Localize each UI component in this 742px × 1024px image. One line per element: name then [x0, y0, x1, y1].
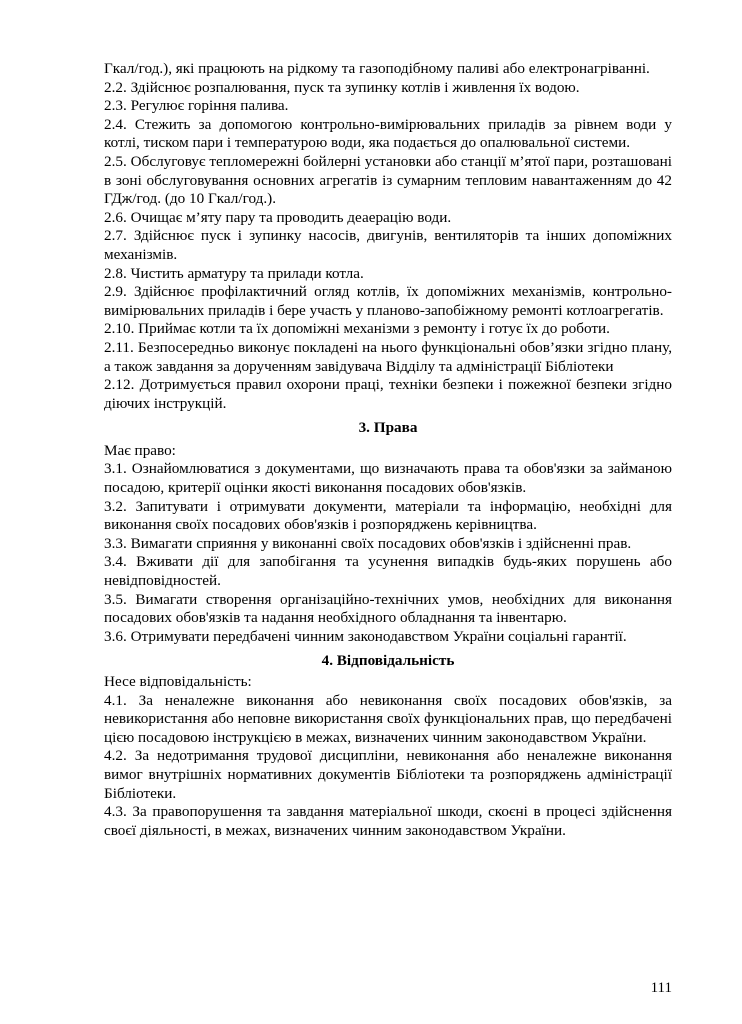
- paragraph-4-1: 4.1. За неналежне виконання або невиконання своїх посадових обов'язків, за невикористання або неповне використання своїх функціональних прав, що передбачені цією посадовою інструкцією в межах, визначених чинним законодавством України.: [104, 691, 672, 746]
- paragraph-2-3: 2.3. Регулює горіння палива.: [104, 97, 289, 115]
- paragraph-3-5: 3.5. Вимагати створення організаційно-технічних умов, необхідних для виконання посадових обов'язків та надання необхідного обладнання та інвентарю.: [104, 590, 672, 627]
- paragraph-4-2: 4.2. За недотримання трудової дисципліни, невиконання або неналежне виконання вимог внутрішніх нормативних документів Бібліотеки та розпоряджень адміністрації Бібліотеки.: [104, 747, 672, 802]
- paragraph-2-12: 2.12. Дотримується правил охорони праці, техніки безпеки і пожежної безпеки згідно діючих інструкцій.: [104, 376, 672, 412]
- paragraph-2-11: 2.11. Безпосередньо виконує покладені на нього функціональні обов’язки згідно плану, а також завдання за дорученням завідувача Відділу та адміністрації Бібліотеки: [104, 338, 672, 375]
- section-intro-responsibility: Несе відповідальність:: [104, 673, 252, 690]
- paragraph-3-1: 3.1. Ознайомлюватися з документами, що визначають права та обов'язки за займаною посадою, критерії оцінки якості виконання посадових обов'язків.: [104, 460, 672, 497]
- page-number: 111: [650, 980, 672, 996]
- section-heading-rights: 3. Права: [358, 419, 418, 437]
- paragraph-2-9: 2.9. Здійснює профілактичний огляд котлів, їх допоміжних механізмів, контрольно-вимірювальних приладів і бере участь у планово-запобіжному ремонті котлоагрегатів.: [104, 283, 672, 319]
- page-content: [104, 60, 672, 840]
- section-intro-rights: Має право:: [104, 441, 176, 459]
- paragraph-2-5: 2.5. Обслуговує тепломережні бойлерні установки або станції м’ятої пари, розташовані в зоні обслуговування основних агрегатів із сумарним тепловим навантаженням до 42 ГДж/год. (до 10 Гкал/год.).: [104, 152, 672, 208]
- paragraph-4-3: 4.3. За правопорушення та завдання матеріальної шкоди, скоєні в процесі здійснення своєї діяльності, в межах, визначених чинним законодавством України.: [104, 803, 672, 839]
- section-heading-responsibility: 4. Відповідальність: [321, 652, 455, 670]
- paragraph-2-7: 2.7. Здійснює пуск і зупинку насосів, двигунів, вентиляторів та інших допоміжних механізмів.: [104, 227, 672, 263]
- paragraph-2-6: 2.6. Очищає м’яту пару та проводить деаерацію води.: [104, 208, 452, 226]
- paragraph-3-4: 3.4. Вживати дії для запобігання та усунення випадків будь-яких порушень або невідповідностей.: [104, 553, 672, 590]
- paragraph-2-8: 2.8. Чистить арматуру та прилади котла.: [104, 264, 364, 282]
- paragraph-2-4: 2.4. Стежить за допомогою контрольно-вимірювальних приладів за рівнем води у котлі, тиском пари і температурою води, яка подається до опалювальної системи.: [104, 115, 672, 152]
- paragraph-2-1-continued: Гкал/год.), які працюють на рідкому та газоподібному паливі або електронагріванні.: [104, 60, 650, 77]
- paragraph-3-6: 3.6. Отримувати передбачені чинним законодавством України соціальні гарантії.: [104, 627, 627, 645]
- paragraph-2-2: 2.2. Здійснює розпалювання, пуск та зупинку котлів і живлення їх водою.: [104, 78, 580, 96]
- paragraph-3-3: 3.3. Вимагати сприяння у виконанні своїх посадових обов'язків і здійсненні прав.: [104, 534, 632, 552]
- paragraph-3-2: 3.2. Запитувати і отримувати документи, матеріали та інформацію, необхідні для виконання своїх посадових обов'язків і розпоряджень керівництва.: [104, 497, 672, 534]
- paragraph-2-10: 2.10. Приймає котли та їх допоміжні механізми з ремонту і готує їх до роботи.: [104, 320, 610, 338]
